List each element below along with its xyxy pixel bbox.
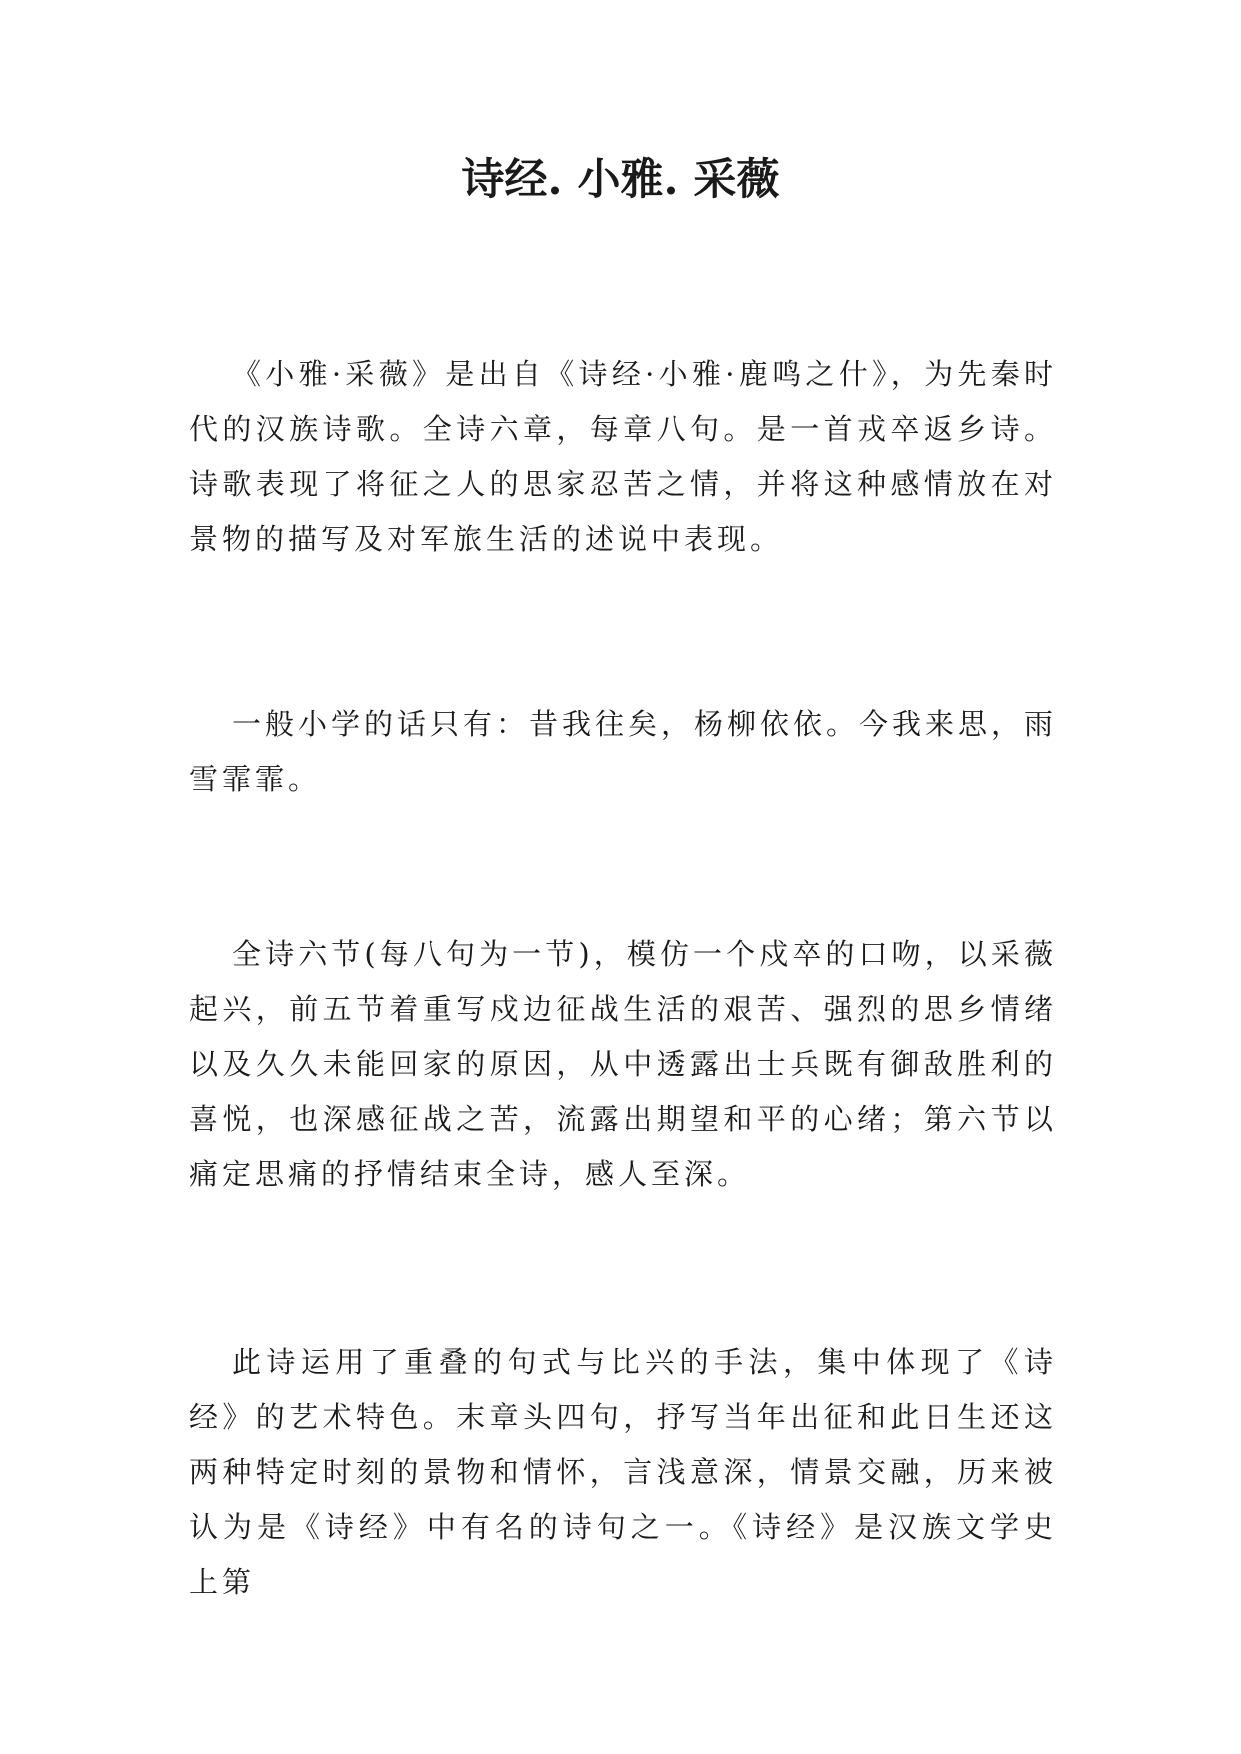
paragraph-structure: 全诗六节(每八句为一节)，模仿一个戍卒的口吻，以采薇起兴，前五节着重写戍边征战生活的艰苦、强烈的思乡情绪以及久久未能回家的原因，从中透露出士兵既有御敌胜利的喜悦，也深感征战之苦，流露出期望和平的心绪；第六节以痛定思痛的抒情结束全诗，感人至深。	[189, 937, 1057, 1191]
paragraph-art-features: 此诗运用了重叠的句式与比兴的手法，集中体现了《诗经》的艺术特色。末章头四句，抒写当年出征和此日生还这两种特定时刻的景物和情怀，言浅意深，情景交融，历来被认为是《诗经》中有名的诗句之一。《诗经》是汉族文学史上第	[189, 1345, 1057, 1599]
paragraph-school-lines: 一般小学的话只有：昔我往矣，杨柳依依。今我来思，雨雪霏霏。	[189, 707, 1058, 796]
document-title: 诗经. 小雅. 采薇	[461, 155, 780, 205]
paragraph-intro: 《小雅·采薇》是出自《诗经·小雅·鹿鸣之什》，为先秦时代的汉族诗歌。全诗六章，每章八句。是一首戎卒返乡诗。诗歌表现了将征之人的思家忍苦之情，并将这种感情放在对景物的描写及对军旅生活的述说中表现。	[189, 357, 1057, 556]
